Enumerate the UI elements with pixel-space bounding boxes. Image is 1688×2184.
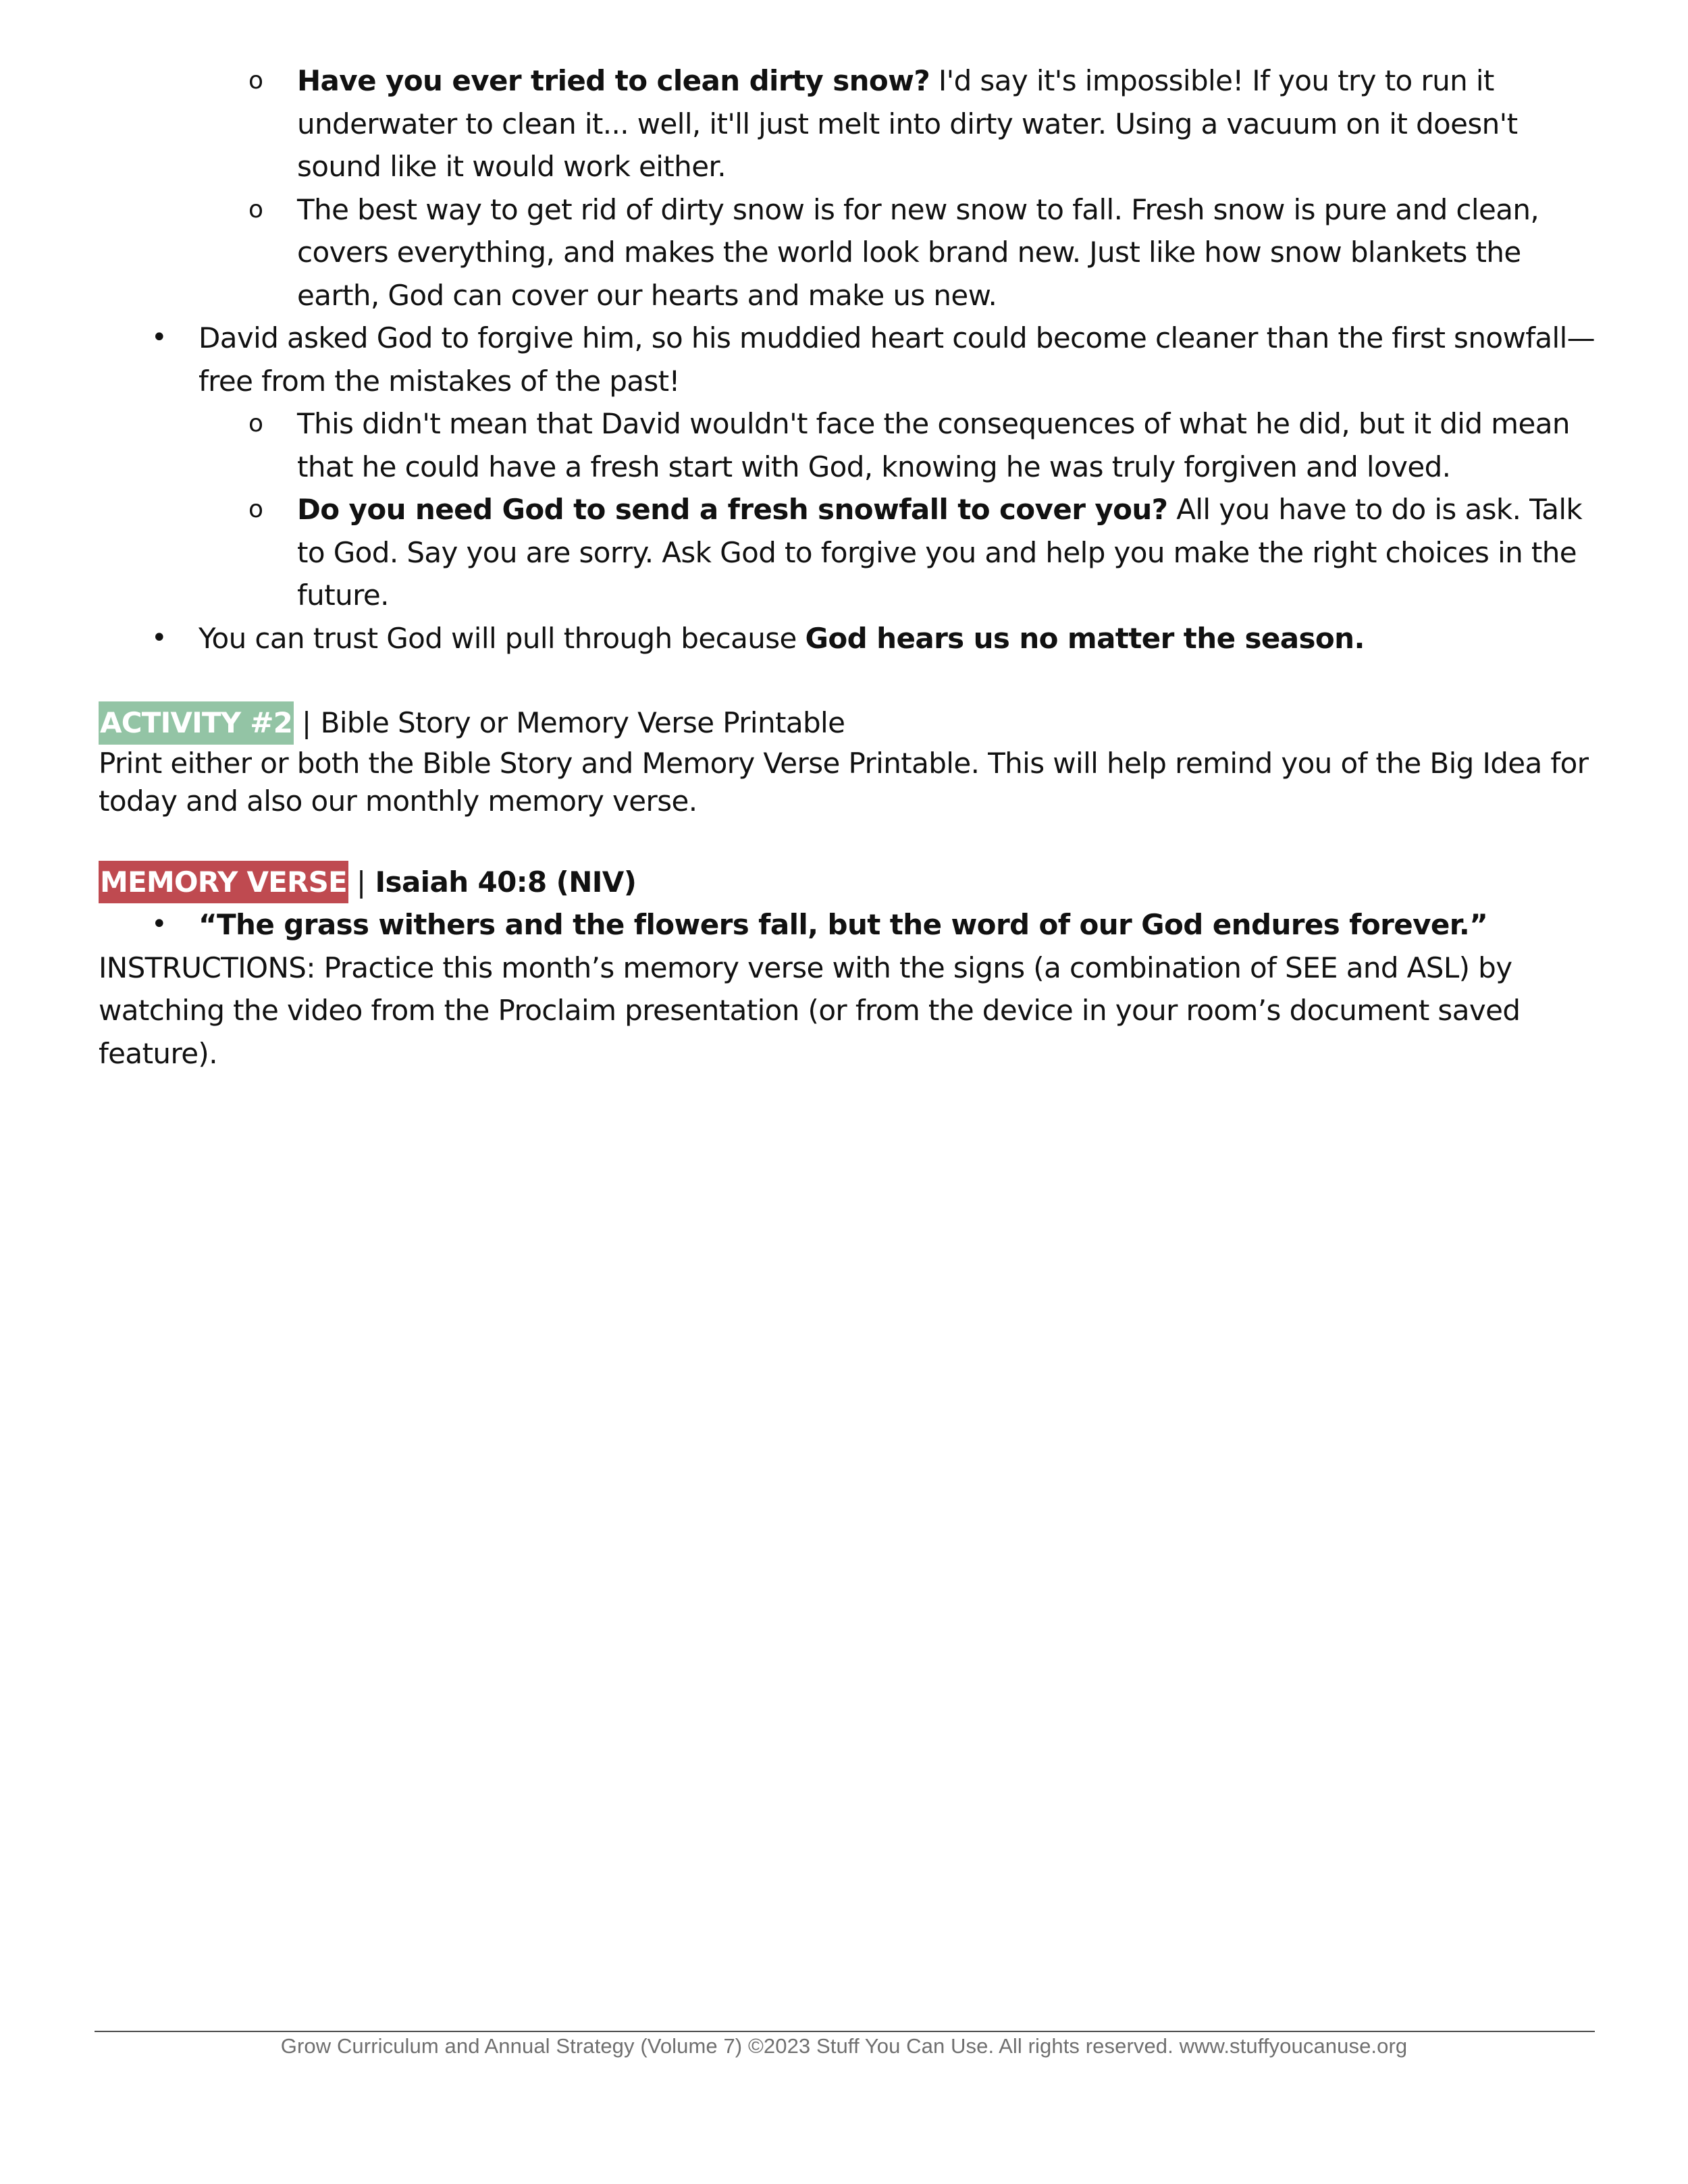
list-item — [99, 488, 1598, 617]
list-item — [99, 402, 1598, 488]
list-item — [99, 903, 1598, 947]
list-item — [99, 188, 1598, 317]
list-item-text: The best way to get rid of dirty snow is for new snow to fall. Fresh snow is pure and clean, covers everything, and makes the world look brand new. Just like how snow blankets the earth, God can cover our hearts and make us new. — [297, 192, 1539, 312]
activity-tag: ACTIVITY #2 — [99, 701, 294, 745]
bold-statement: God hears us no matter the season. — [805, 621, 1365, 655]
sub-bullet-marker: o — [248, 496, 263, 523]
footer-copyright: Grow Curriculum and Annual Strategy (Volume 7) ©2023 Stuff You Can Use. All rights reserved. www.stuffyoucanuse.org — [280, 2034, 1408, 2058]
verse-reference: Isaiah 40:8 (NIV) — [375, 865, 637, 899]
sub-bullet-marker: o — [248, 195, 263, 223]
list-item — [99, 617, 1598, 660]
list-item-text: David asked God to forgive him, so his muddied heart could become cleaner than the first snowfall—free from the mistakes of the past! — [199, 321, 1595, 398]
verse-instructions: INSTRUCTIONS: Practice this month’s memory verse with the signs (a combination of SEE and ASL) by watching the video from the Proclaim presentation (or from the device in your room’s document saved feature). — [99, 951, 1521, 1070]
sub-bullet-marker: o — [248, 410, 263, 437]
memory-verse-heading — [99, 861, 1598, 904]
spacer — [99, 820, 1598, 861]
list-item-text: You can trust God will pull through because — [199, 621, 806, 655]
bold-question: Do you need God to send a fresh snowfall to cover you? — [297, 493, 1168, 526]
list-item-text: All you have to do is ask. Talk to God. Say you are sorry. Ask God to forgive you and help you make the right choices in the future. — [297, 493, 1583, 612]
activity-title: Bible Story or Memory Verse Printable — [320, 706, 845, 739]
memory-verse-tag: MEMORY VERSE — [99, 861, 348, 904]
footer-divider — [95, 2031, 1595, 2032]
heading-separator: | — [356, 865, 366, 899]
bullet-marker: • — [151, 909, 167, 940]
verse-quote: “The grass withers and the flowers fall, but the word of our God endures forever.” — [199, 908, 1488, 941]
activity-heading — [99, 701, 1598, 745]
bold-question: Have you ever tried to clean dirty snow? — [297, 64, 930, 97]
activity-body: Print either or both the Bible Story and Memory Verse Printable. This will help remind you of the Big Idea for today and also our monthly memory verse. — [99, 746, 1589, 818]
list-item-text: This didn't mean that David wouldn't face the consequences of what he did, but it did mean that he could have a fresh start with God, knowing he was truly forgiven and loved. — [297, 407, 1570, 483]
list-item-text: I'd say it's impossible! If you try to run it underwater to clean it... well, it'll just melt into dirty water. Using a vacuum on it doesn't sound like it would work either. — [297, 64, 1518, 183]
list-item — [99, 317, 1598, 402]
sub-bullet-marker: o — [248, 67, 263, 95]
spacer — [99, 660, 1598, 701]
list-item — [99, 59, 1598, 188]
heading-separator: | — [302, 706, 311, 739]
page-content — [99, 59, 1598, 1075]
bullet-marker: • — [151, 622, 167, 654]
bullet-marker: • — [151, 322, 167, 353]
